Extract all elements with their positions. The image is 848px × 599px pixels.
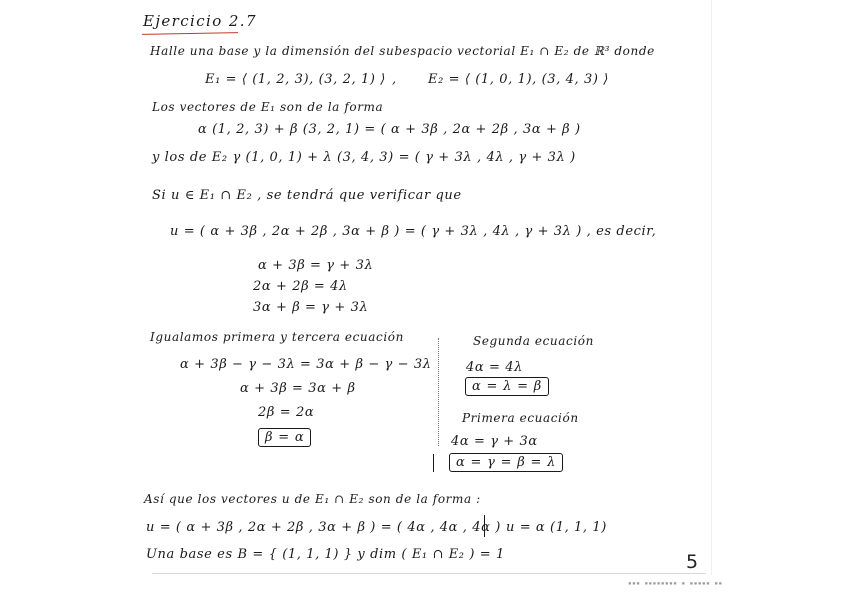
right-heading-second-equation: Segunda ecuación (473, 334, 594, 348)
definition-separator: , (392, 72, 397, 87)
left-step-1: α + 3β − γ − 3λ = 3α + β − γ − 3λ (180, 357, 432, 372)
exercise-title: Ejercicio 2.7 (143, 12, 257, 30)
right-heading-first-equation: Primera ecuación (462, 411, 579, 425)
system-eq-2: 2α + 2β = 4λ (253, 279, 348, 294)
u-equality: u = ( α + 3β , 2α + 2β , 3α + β ) = ( γ + 3λ , 4λ , γ + 3λ ) , es decir, (170, 224, 657, 239)
title-underline (142, 32, 238, 35)
result-separator-bar (484, 515, 485, 537)
form-E2-equation: y los de E₂ γ (1, 0, 1) + λ (3, 4, 3) = ( γ + 3λ , 4λ , γ + 3λ ) (152, 150, 576, 165)
u-result-equation: u = α (1, 1, 1) (506, 520, 607, 535)
problem-statement: Halle una base y la dimensión del subespacio vectorial E₁ ∩ E₂ de ℝ³ donde (150, 44, 655, 58)
basis-and-dimension: Una base es B = { (1, 1, 1) } y dim ( E₁ ∩ E₂ ) = 1 (146, 547, 505, 562)
scan-footer-mark: ▪▪▪ ▪▪▪▪▪▪▪▪ ▪ ▪▪▪▪▪ ▪▪ (628, 580, 723, 587)
right-step-2: 4α = γ + 3α (451, 434, 538, 449)
u-form-equation: u = ( α + 3β , 2α + 2β , 3α + β ) = ( 4α , 4α , 4α ) (146, 520, 501, 535)
left-column-heading: Igualamos primera y tercera ecuación (150, 330, 404, 344)
left-result-box: β = α (258, 428, 311, 447)
intro-E1-text: Los vectores de E₁ son de la forma (152, 100, 384, 114)
right-result-box-1: α = λ = β (465, 377, 549, 396)
right-margin-bar (433, 454, 434, 472)
bottom-rule (152, 573, 706, 574)
right-step-1: 4α = 4λ (466, 360, 523, 375)
left-step-3: 2β = 2α (258, 405, 315, 420)
form-E1-equation: α (1, 2, 3) + β (3, 2, 1) = ( α + 3β , 2α + 2β , 3α + β ) (198, 122, 581, 137)
right-result-box-2: α = γ = β = λ (449, 453, 563, 472)
system-eq-3: 3α + β = γ + 3λ (253, 300, 369, 315)
conclusion-text: Así que los vectores u de E₁ ∩ E₂ son de la forma : (144, 492, 481, 506)
page-edge (711, 0, 712, 575)
definition-E1: E₁ = ⟨ (1, 2, 3), (3, 2, 1) ⟩ (205, 72, 386, 87)
definition-E2: E₂ = ⟨ (1, 0, 1), (3, 4, 3) ⟩ (428, 72, 609, 87)
column-divider (438, 338, 439, 446)
left-step-2: α + 3β = 3α + β (240, 381, 356, 396)
if-statement: Si u ∈ E₁ ∩ E₂ , se tendrá que verificar que (152, 188, 462, 203)
system-eq-1: α + 3β = γ + 3λ (258, 258, 374, 273)
page-number: 5 (686, 551, 699, 573)
